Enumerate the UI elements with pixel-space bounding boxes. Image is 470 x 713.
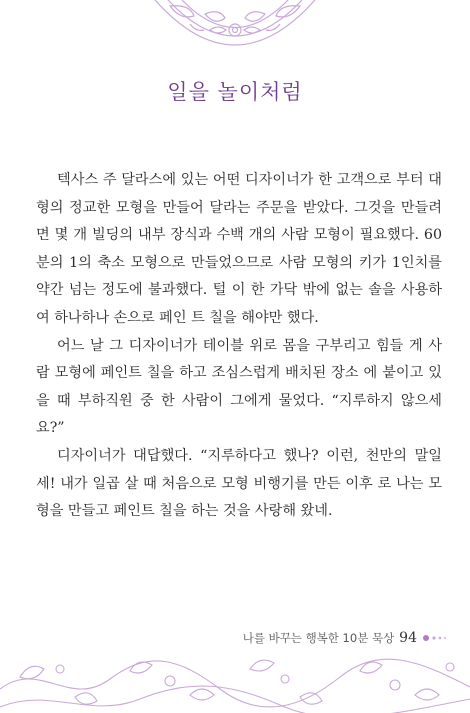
page-title: 일을 놀이처럼 xyxy=(167,80,303,104)
paragraph: 어느 날 그 디자이너가 테이블 위로 몸을 구부리고 힘들 게 사람 모형에 페인트 칠을 하고 조심스럽게 배치된 장소 에 붙이고 있을 때 부하직원 중 한 사람이 그에게 물었다. “지루하지 않으세요?” xyxy=(36,337,443,437)
bottom-ornament xyxy=(0,649,470,713)
page-footer xyxy=(243,630,448,646)
paragraph: 텍사스 주 달라스에 있는 어떤 디자이너가 한 고객으로 부터 대형의 정교한 모형을 만들어 달라는 주문을 받았다. 그것을 만들려면 몇 개 빌딩의 내부 장식과 수백 개의 사람 모형이 필요했다. 60분의 1의 축소 모형으로 만들었으므로 사람 모형의 키가 1인치를 약간 넘는 정도에 불과했다. 털 이 한 가닥 밖에 없는 솔을 사용하여 하나하나 손으로 페인 트 칠을 해야만 했다. xyxy=(36,172,443,326)
page-number: 94 xyxy=(399,630,417,646)
paragraph: 디자이너가 대답했다. “지루하다고 했나? 이런, 천만의 말일세! 내가 일곱 살 때 처음으로 모형 비행기를 만든 이후 로 나는 모형을 만들고 페인트 칠을 하는 것을 사랑해 왔네. xyxy=(36,447,442,520)
body-text xyxy=(36,167,442,526)
top-ornament xyxy=(150,0,320,48)
running-title: 나를 바꾸는 행복한 10분 묵상 xyxy=(242,631,395,645)
dots-ornament-icon xyxy=(422,634,448,642)
